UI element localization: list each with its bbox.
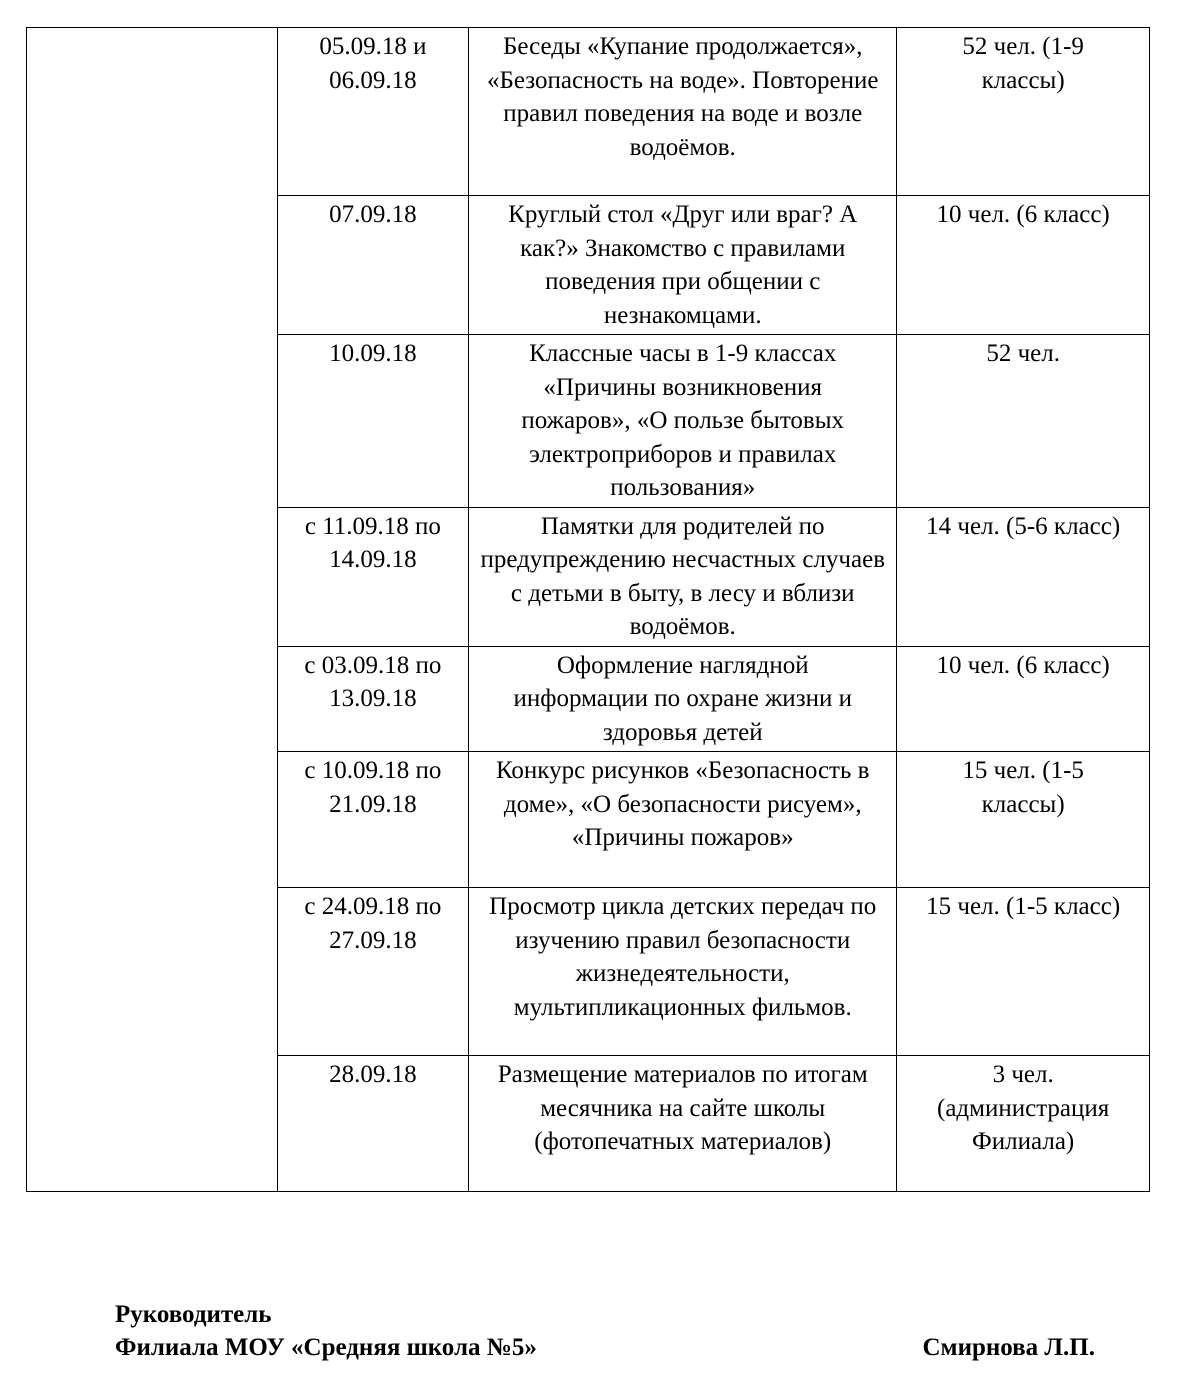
- date-text: с 24.09.18 по 27.09.18: [304, 893, 442, 954]
- event-cell: [469, 888, 897, 1056]
- event-text: Классные часы в 1-9 классах «Причины возникновения пожаров», «О пользе бытовых электроприборов и правилах пользования»: [521, 340, 845, 501]
- participants-text: 15 чел. (1-5 класс): [926, 893, 1121, 920]
- participants-text: 3 чел. (администрация Филиала): [937, 1061, 1110, 1155]
- event-text: Просмотр цикла детских передач по изучению правил безопасности жизнедеятельности, мультипликационных фильмов.: [489, 893, 877, 1021]
- signature-position-line1: Руководитель: [115, 1301, 272, 1328]
- event-text: Памятки для родителей по предупреждению несчастных случаев с детьми в быту, в лесу и вблизи водоёмов.: [480, 512, 886, 640]
- participants-cell: [897, 196, 1150, 335]
- date-text: с 11.09.18 по 14.09.18: [304, 512, 441, 573]
- participants-cell: [897, 28, 1150, 196]
- signature-row: [115, 1331, 1095, 1364]
- participants-text: 52 чел.: [986, 340, 1060, 367]
- table-row: [27, 28, 1150, 196]
- signature-block: [115, 1298, 1095, 1364]
- date-cell: [277, 888, 469, 1056]
- signature-name: Смирнова Л.П.: [922, 1334, 1095, 1361]
- date-cell: [277, 507, 469, 646]
- merged-first-column-cell: [27, 28, 278, 1192]
- date-cell: [277, 1056, 469, 1192]
- participants-cell: [897, 752, 1150, 888]
- event-cell: [469, 335, 897, 508]
- event-cell: [469, 28, 897, 196]
- date-cell: [277, 335, 469, 508]
- date-text: с 03.09.18 по 13.09.18: [304, 651, 442, 712]
- date-text: 28.09.18: [329, 1061, 417, 1088]
- event-text: Беседы «Купание продолжается», «Безопасность на воде». Повторение правил поведения на воде и возле водоёмов.: [486, 33, 879, 161]
- activities-table: [26, 27, 1150, 1192]
- date-text: 05.09.18 и 06.09.18: [319, 33, 427, 94]
- date-cell: [277, 28, 469, 196]
- event-text: Оформление наглядной информации по охране жизни и здоровья детей: [513, 651, 852, 746]
- event-text: Конкурс рисунков «Безопасность в доме», «О безопасности рисуем», «Причины пожаров»: [496, 757, 870, 851]
- event-cell: [469, 196, 897, 335]
- participants-text: 52 чел. (1-9 классы): [962, 33, 1084, 94]
- participants-text: 10 чел. (6 класс): [936, 201, 1110, 228]
- event-cell: [469, 1056, 897, 1192]
- event-cell: [469, 507, 897, 646]
- date-text: 10.09.18: [329, 340, 417, 367]
- participants-text: 15 чел. (1-5 классы): [962, 757, 1084, 818]
- participants-cell: [897, 646, 1150, 752]
- signature-position-line2: Филиала МОУ «Средняя школа №5»: [115, 1334, 537, 1361]
- event-cell: [469, 752, 897, 888]
- date-cell: [277, 196, 469, 335]
- participants-cell: [897, 1056, 1150, 1192]
- event-text: Круглый стол «Друг или враг? А как?» Знакомство с правилами поведения при общении с незнакомцами.: [508, 201, 858, 329]
- participants-text: 14 чел. (5-6 класс): [926, 512, 1121, 540]
- date-cell: [277, 752, 469, 888]
- date-cell: [277, 646, 469, 752]
- participants-text: 10 чел. (6 класс): [936, 651, 1110, 679]
- participants-cell: [897, 888, 1150, 1056]
- participants-cell: [897, 507, 1150, 646]
- participants-cell: [897, 335, 1150, 508]
- date-text: 07.09.18: [329, 201, 417, 228]
- event-text: Размещение материалов по итогам месячника на сайте школы (фотопечатных материалов): [497, 1061, 868, 1155]
- date-text: с 10.09.18 по 21.09.18: [304, 757, 442, 818]
- event-cell: [469, 646, 897, 752]
